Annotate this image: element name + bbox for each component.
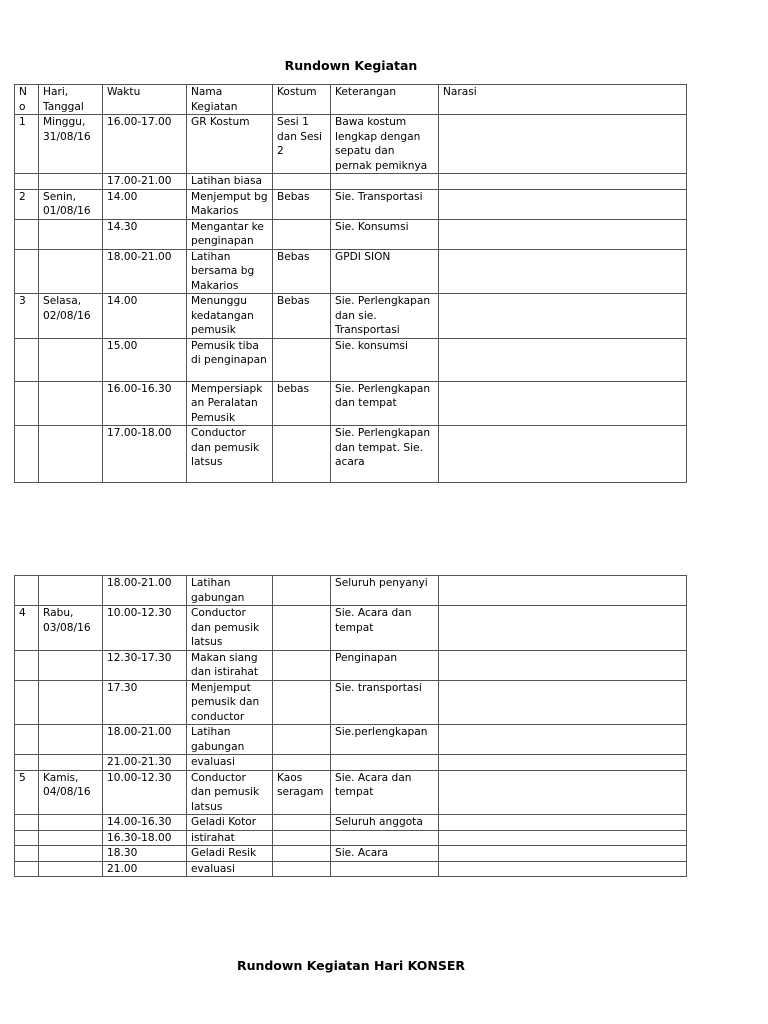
- header-time: Waktu: [103, 85, 187, 115]
- table-row: [15, 830, 687, 846]
- cell-day: [39, 576, 103, 606]
- cell-narasi: [439, 426, 687, 483]
- table-row: [15, 606, 687, 651]
- cell-note: Sie. Acara dan tempat: [331, 770, 439, 815]
- table-row: [15, 650, 687, 680]
- cell-note: GPDI SION: [331, 249, 439, 294]
- cell-time: 18.00-21.00: [103, 576, 187, 606]
- cell-no: [15, 725, 39, 755]
- cell-activity: evaluasi: [187, 861, 273, 877]
- cell-note: Seluruh penyanyi: [331, 576, 439, 606]
- cell-note: [331, 755, 439, 771]
- cell-no: [15, 576, 39, 606]
- cell-day: [39, 338, 103, 381]
- cell-no: [15, 830, 39, 846]
- cell-time: 16.30-18.00: [103, 830, 187, 846]
- cell-time: 14.30: [103, 219, 187, 249]
- cell-day: [39, 846, 103, 862]
- cell-activity: Makan siang dan istirahat: [187, 650, 273, 680]
- cell-day: [39, 650, 103, 680]
- cell-narasi: [439, 755, 687, 771]
- cell-note: [331, 861, 439, 877]
- cell-note: Seluruh anggota: [331, 815, 439, 831]
- cell-note: Penginapan: [331, 650, 439, 680]
- cell-costume: [273, 680, 331, 725]
- table-row: [15, 189, 687, 219]
- cell-costume: [273, 650, 331, 680]
- cell-activity: Geladi Kotor: [187, 815, 273, 831]
- cell-day: [39, 174, 103, 190]
- header-note: Keterangan: [331, 85, 439, 115]
- cell-day: Selasa, 02/08/16: [39, 294, 103, 339]
- cell-costume: [273, 846, 331, 862]
- cell-note: Sie. Perlengkapan dan tempat: [331, 381, 439, 426]
- cell-narasi: [439, 606, 687, 651]
- cell-day: [39, 680, 103, 725]
- cell-activity: istirahat: [187, 830, 273, 846]
- cell-note: Sie. Transportasi: [331, 189, 439, 219]
- cell-narasi: [439, 680, 687, 725]
- cell-note: [331, 174, 439, 190]
- table-row: [15, 815, 687, 831]
- cell-no: [15, 338, 39, 381]
- cell-costume: [273, 338, 331, 381]
- cell-note: Sie. transportasi: [331, 680, 439, 725]
- cell-no: [15, 846, 39, 862]
- cell-narasi: [439, 861, 687, 877]
- cell-activity: Menjemput bg Makarios: [187, 189, 273, 219]
- cell-activity: Latihan gabungan: [187, 576, 273, 606]
- cell-day: [39, 830, 103, 846]
- cell-time: 17.00-21.00: [103, 174, 187, 190]
- cell-day: [39, 381, 103, 426]
- cell-activity: Menjemput pemusik dan conductor: [187, 680, 273, 725]
- cell-activity: GR Kostum: [187, 115, 273, 174]
- cell-note: Sie. Perlengkapan dan tempat. Sie. acara: [331, 426, 439, 483]
- cell-no: [15, 815, 39, 831]
- cell-day: [39, 249, 103, 294]
- cell-note: Sie. konsumsi: [331, 338, 439, 381]
- cell-note: Sie. Acara dan tempat: [331, 606, 439, 651]
- cell-no: 3: [15, 294, 39, 339]
- cell-day: Minggu, 31/08/16: [39, 115, 103, 174]
- cell-activity: Latihan gabungan: [187, 725, 273, 755]
- cell-time: 14.00-16.30: [103, 815, 187, 831]
- cell-time: 14.00: [103, 189, 187, 219]
- cell-time: 10.00-12.30: [103, 770, 187, 815]
- cell-costume: Sesi 1 dan Sesi 2: [273, 115, 331, 174]
- cell-activity: Latihan bersama bg Makarios: [187, 249, 273, 294]
- cell-activity: Pemusik tiba di penginapan: [187, 338, 273, 381]
- cell-day: Kamis, 04/08/16: [39, 770, 103, 815]
- cell-costume: Bebas: [273, 294, 331, 339]
- cell-time: 21.00-21.30: [103, 755, 187, 771]
- cell-time: 18.30: [103, 846, 187, 862]
- cell-time: 15.00: [103, 338, 187, 381]
- cell-costume: Bebas: [273, 189, 331, 219]
- cell-activity: Conductor dan pemusik latsus: [187, 770, 273, 815]
- cell-no: [15, 755, 39, 771]
- cell-day: Senin, 01/08/16: [39, 189, 103, 219]
- table-row: [15, 381, 687, 426]
- cell-narasi: [439, 249, 687, 294]
- cell-narasi: [439, 650, 687, 680]
- cell-no: 2: [15, 189, 39, 219]
- table-row: [15, 174, 687, 190]
- cell-activity: evaluasi: [187, 755, 273, 771]
- cell-day: [39, 725, 103, 755]
- cell-no: 1: [15, 115, 39, 174]
- cell-no: [15, 426, 39, 483]
- table-row: [15, 770, 687, 815]
- cell-time: 21.00: [103, 861, 187, 877]
- cell-activity: Geladi Resik: [187, 846, 273, 862]
- table-row: [15, 861, 687, 877]
- cell-activity: Latihan biasa: [187, 174, 273, 190]
- cell-costume: [273, 725, 331, 755]
- cell-activity: Mengantar ke penginapan: [187, 219, 273, 249]
- cell-no: [15, 249, 39, 294]
- cell-costume: [273, 576, 331, 606]
- cell-activity: Conductor dan pemusik latsus: [187, 606, 273, 651]
- header-no: N o: [15, 85, 39, 115]
- document-title: Rundown Kegiatan: [284, 58, 418, 73]
- cell-day: [39, 755, 103, 771]
- rundown-table-2: [14, 575, 687, 877]
- header-costume: Kostum: [273, 85, 331, 115]
- cell-time: 16.00-17.00: [103, 115, 187, 174]
- cell-day: [39, 861, 103, 877]
- cell-day: [39, 815, 103, 831]
- table-row: [15, 338, 687, 381]
- cell-note: Sie. Konsumsi: [331, 219, 439, 249]
- cell-note: Sie. Acara: [331, 846, 439, 862]
- cell-no: 4: [15, 606, 39, 651]
- table-row: [15, 426, 687, 483]
- header-day: Hari, Tanggal: [39, 85, 103, 115]
- cell-time: 10.00-12.30: [103, 606, 187, 651]
- cell-activity: Conductor dan pemusik latsus: [187, 426, 273, 483]
- cell-costume: [273, 606, 331, 651]
- cell-narasi: [439, 219, 687, 249]
- table-2-body: [15, 576, 687, 877]
- table-row: [15, 725, 687, 755]
- cell-no: [15, 680, 39, 725]
- cell-note: [331, 830, 439, 846]
- cell-narasi: [439, 294, 687, 339]
- cell-no: [15, 861, 39, 877]
- cell-activity: Menunggu kedatangan pemusik: [187, 294, 273, 339]
- cell-costume: [273, 861, 331, 877]
- cell-no: [15, 650, 39, 680]
- cell-narasi: [439, 189, 687, 219]
- rundown-table-1: [14, 84, 687, 483]
- table-row: [15, 846, 687, 862]
- table-row: [15, 115, 687, 174]
- concert-day-title: Rundown Kegiatan Hari KONSER: [236, 958, 466, 973]
- cell-day: [39, 219, 103, 249]
- cell-time: 16.00-16.30: [103, 381, 187, 426]
- cell-day: [39, 426, 103, 483]
- cell-narasi: [439, 115, 687, 174]
- cell-narasi: [439, 174, 687, 190]
- cell-narasi: [439, 576, 687, 606]
- cell-narasi: [439, 725, 687, 755]
- cell-time: 17.00-18.00: [103, 426, 187, 483]
- cell-note: Bawa kostum lengkap dengan sepatu dan pernak pemiknya: [331, 115, 439, 174]
- cell-time: 18.00-21.00: [103, 249, 187, 294]
- table-row: [15, 219, 687, 249]
- cell-no: [15, 174, 39, 190]
- cell-time: 17.30: [103, 680, 187, 725]
- cell-narasi: [439, 830, 687, 846]
- cell-note: Sie.perlengkapan: [331, 725, 439, 755]
- table-row: [15, 680, 687, 725]
- cell-narasi: [439, 770, 687, 815]
- cell-narasi: [439, 846, 687, 862]
- cell-narasi: [439, 381, 687, 426]
- cell-time: 18.00-21.00: [103, 725, 187, 755]
- cell-time: 12.30-17.30: [103, 650, 187, 680]
- cell-note: Sie. Perlengkapan dan sie. Transportasi: [331, 294, 439, 339]
- cell-no: 5: [15, 770, 39, 815]
- table-row: [15, 249, 687, 294]
- table-1-body: [15, 85, 687, 483]
- cell-day: Rabu, 03/08/16: [39, 606, 103, 651]
- header-row: [15, 85, 687, 115]
- cell-costume: [273, 755, 331, 771]
- cell-costume: Bebas: [273, 249, 331, 294]
- cell-costume: [273, 174, 331, 190]
- cell-costume: [273, 815, 331, 831]
- cell-costume: [273, 426, 331, 483]
- cell-costume: bebas: [273, 381, 331, 426]
- cell-no: [15, 219, 39, 249]
- cell-narasi: [439, 338, 687, 381]
- cell-costume: Kaos seragam: [273, 770, 331, 815]
- cell-activity: Mempersiapkan Peralatan Pemusik: [187, 381, 273, 426]
- header-activity: Nama Kegiatan: [187, 85, 273, 115]
- header-narasi: Narasi: [439, 85, 687, 115]
- table-row: [15, 576, 687, 606]
- cell-costume: [273, 830, 331, 846]
- cell-costume: [273, 219, 331, 249]
- table-row: [15, 294, 687, 339]
- cell-no: [15, 381, 39, 426]
- table-row: [15, 755, 687, 771]
- cell-time: 14.00: [103, 294, 187, 339]
- cell-narasi: [439, 815, 687, 831]
